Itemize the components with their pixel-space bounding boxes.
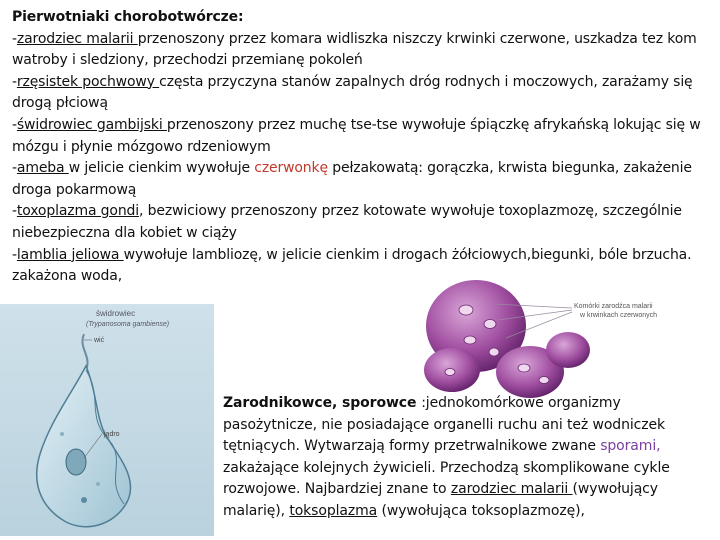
- parasite: [445, 369, 455, 376]
- item-trichomonas: -rzęsistek pochwowy częsta przyczyna stanów zapalnych dróg rodnych i moczowych, zarażamy się drogą płciową: [12, 73, 693, 112]
- link-toksoplazma[interactable]: toksoplazma: [289, 502, 378, 519]
- link-toxoplazma[interactable]: toxoplazma gondi: [16, 203, 140, 220]
- item-malaria: -zarodziec malarii przenoszony przez komara widliszka niszczy krwinki czerwone, uszkadza tez kom watroby i sledziony, przechodzi przemianę pokoleń: [12, 30, 697, 69]
- parasite: [518, 364, 530, 372]
- item-ameba: -ameba w jelicie cienkim wywołuje czerwonkę pełzakowatą: gorączka, krwista biegunka, zakażenie droga pokarmową: [12, 160, 692, 198]
- granule: [60, 432, 64, 436]
- link-zarodziec-malarii[interactable]: zarodziec malarii: [16, 30, 138, 47]
- link-lamblia[interactable]: lamblia jeliowa: [16, 246, 124, 263]
- trypanosome-title: świdrowiec: [96, 309, 136, 318]
- kinetoplast: [81, 497, 87, 503]
- trypanosome-subtitle: (Trypanosoma gambiense): [86, 321, 170, 328]
- trypanosome-illustration: [0, 304, 214, 536]
- malaria-label-line1: Komórki zarodźca malarii: [574, 303, 653, 310]
- link-rzesistek[interactable]: rzęsistek pochwowy: [16, 73, 160, 90]
- parasite: [484, 320, 496, 329]
- malaria-illustration: [410, 268, 710, 400]
- sporozoa-heading: Zarodnikowce, sporowce: [223, 395, 422, 411]
- label-jadro: jądro: [104, 431, 120, 438]
- label-wic: wić: [94, 337, 105, 344]
- parasite: [489, 348, 499, 356]
- link-ameba[interactable]: ameba: [16, 160, 69, 177]
- parasite: [539, 377, 549, 384]
- nucleus: [66, 449, 86, 475]
- protozoa-text-block: [12, 7, 712, 288]
- sporozoa-text-block: [223, 393, 713, 523]
- malaria-label-line2: w krwinkach czerwonych: [580, 312, 658, 319]
- granule: [96, 482, 100, 486]
- highlight-spory: sporami,: [600, 438, 661, 455]
- section-title: Pierwotniaki chorobotwórcze:: [12, 9, 244, 25]
- link-swidrowiec[interactable]: świdrowiec gambijski: [16, 116, 167, 133]
- link-zarodziec-malarii-2[interactable]: zarodziec malarii: [450, 481, 573, 498]
- red-blood-cell: [546, 332, 590, 368]
- highlight-czerwonka: czerwonkę: [254, 160, 328, 177]
- sporozoa-paragraph: Zarodnikowce, sporowce :jednokomórkowe organizmy pasożytnicze, nie posiadające organelli ruchu ani też wodniczek tętniących. Wytwarzają formy przetrwalnikowe zwane sporami, zakażające kolejnych żywicieli. Przechodzą skomplikowane cykle rozwojowe. Najbardziej znane to zarodziec malarii (wywołujący malarię), toksoplazma (wywołująca toksoplazmozę),: [223, 395, 670, 519]
- item-lamblia: -lamblia jeliowa wywołuje lambliozę, w jelicie cienkim i drogach żółciowych,biegunki, bóle brzucha. zakażona woda,: [12, 246, 692, 285]
- item-toxoplasma: -toxoplazma gondi, bezwiciowy przenoszony przez kotowate wywołuje toxoplazmozę, szczególnie niebezpieczna dla kobiet w ciąży: [12, 203, 682, 241]
- parasite: [464, 336, 476, 344]
- item-trypanosome: -świdrowiec gambijski przenoszony przez muchę tse-tse wywołuje śpiączkę afrykańską lokując się w mózgu i płynie mózgowo rdzeniowym: [12, 116, 701, 155]
- parasite: [459, 305, 473, 315]
